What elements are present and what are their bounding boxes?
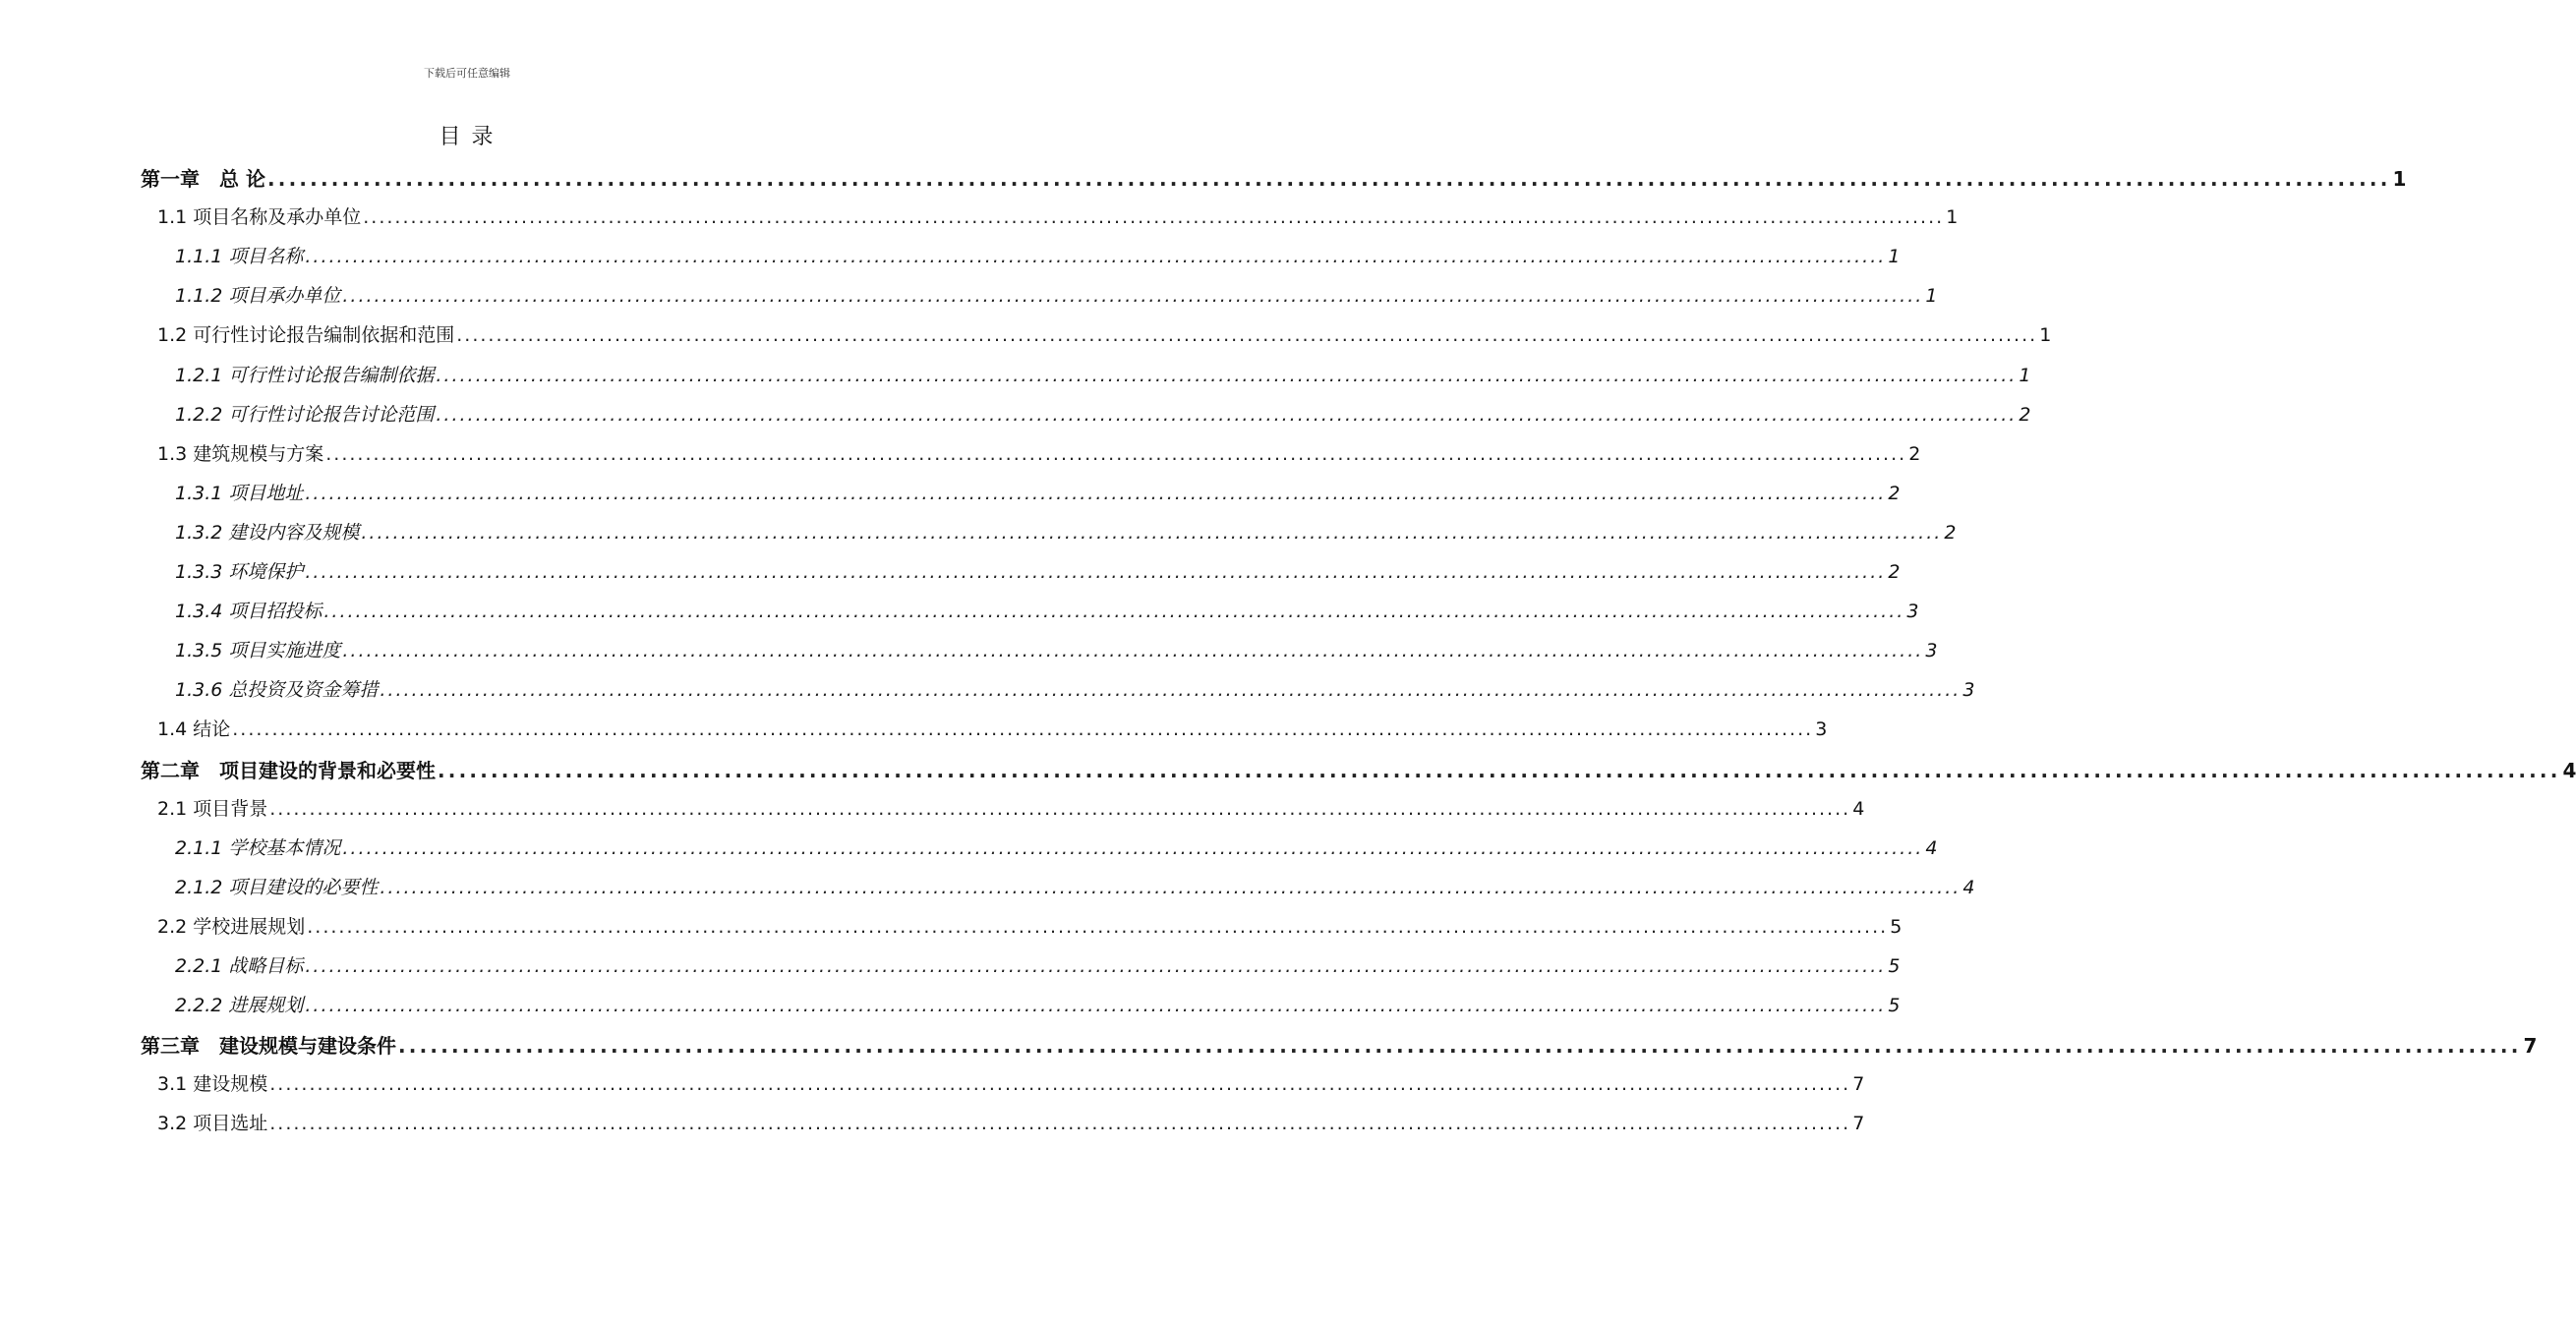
toc-dot-leader: ........................................................................................................................................................................................................ — [305, 246, 1887, 268]
toc-dot-leader: ........................................................................................................................................................................................................ — [398, 1034, 2522, 1059]
toc-dot-leader: ........................................................................................................................................................................................................ — [269, 797, 1851, 820]
toc-page-number: 1 — [2019, 364, 2031, 386]
toc-entry-title: 1.3.4 项目招投标 — [175, 601, 322, 623]
toc-entry-level-2[interactable] — [157, 439, 1921, 466]
toc-dot-leader: ........................................................................................................................................................................................................ — [269, 1073, 1851, 1096]
toc-entry-level-1[interactable] — [141, 163, 2407, 192]
toc-entry-level-3[interactable] — [175, 242, 1901, 268]
toc-entry-title: 1.3.3 环境保护 — [175, 561, 304, 583]
toc-page-number: 2 — [1944, 521, 1957, 544]
toc-page-number: 7 — [1852, 1113, 1865, 1135]
toc-page-number: 5 — [1890, 915, 1903, 938]
toc-entry-level-1[interactable] — [141, 1030, 2538, 1059]
toc-dot-leader: ........................................................................................................................................................................................................ — [325, 442, 1907, 465]
toc-page-number: 1 — [2039, 324, 2052, 347]
toc-entry-title: 1.2 可行性讨论报告编制依据和范围 — [157, 324, 455, 347]
toc-dot-leader: ........................................................................................................................................................................................................ — [436, 403, 2018, 426]
toc-page-number: 4 — [2562, 758, 2576, 782]
toc-page-number: 1 — [1888, 246, 1901, 268]
toc-entry-level-2[interactable] — [157, 912, 1903, 939]
toc-page-number: 4 — [1925, 836, 1938, 859]
toc-page-number: 2 — [1888, 561, 1901, 583]
toc-dot-leader: ........................................................................................................................................................................................................ — [323, 601, 1905, 623]
toc-entry-title: 2.2.1 战略目标 — [175, 955, 304, 977]
toc-entry-title: 1.3.1 项目地址 — [175, 482, 304, 504]
toc-page-number: 4 — [1962, 876, 1975, 898]
toc-dot-leader: ........................................................................................................................................................................................................ — [456, 324, 2038, 347]
toc-entry-level-2[interactable] — [157, 715, 1828, 741]
toc-entry-title: 1.1 项目名称及承办单位 — [157, 206, 362, 229]
toc-entry-title: 2.1.1 学校基本情况 — [175, 836, 341, 859]
toc-entry-title: 1.3 建筑规模与方案 — [157, 442, 324, 465]
toc-entry-title: 1.3.5 项目实施进度 — [175, 640, 341, 662]
toc-entry-level-3[interactable] — [175, 518, 1957, 545]
toc-entry-title: 1.1.1 项目名称 — [175, 246, 304, 268]
toc-entry-title: 第三章 建设规模与建设条件 — [141, 1034, 396, 1059]
toc-page-number: 1 — [1946, 206, 1959, 229]
toc-entry-level-3[interactable] — [175, 479, 1901, 505]
toc-dot-leader: ........................................................................................................................................................................................................ — [342, 640, 1924, 662]
toc-entry-level-2[interactable] — [157, 1109, 1865, 1135]
toc-entry-title: 1.2.1 可行性讨论报告编制依据 — [175, 364, 435, 386]
toc-page-number: 7 — [2523, 1034, 2538, 1059]
toc-page-number: 1 — [2392, 167, 2407, 191]
toc-entry-title: 1.3.6 总投资及资金筹措 — [175, 679, 379, 702]
toc-page-number: 2 — [2019, 403, 2031, 426]
toc-entry-level-3[interactable] — [175, 361, 2031, 387]
toc-entry-level-3[interactable] — [175, 636, 1938, 662]
toc-dot-leader: ........................................................................................................................................................................................................ — [363, 206, 1945, 229]
toc-entry-level-3[interactable] — [175, 833, 1938, 860]
toc-dot-leader: ........................................................................................................................................................................................................ — [438, 758, 2561, 782]
toc-entry-level-3[interactable] — [175, 597, 1919, 623]
toc-entry-level-1[interactable] — [141, 755, 2576, 783]
toc-page-number: 3 — [1906, 601, 1919, 623]
toc-entry-title: 2.2.2 进展规划 — [175, 995, 304, 1017]
toc-dot-leader: ........................................................................................................................................................................................................ — [380, 679, 1961, 702]
toc-page-number: 7 — [1852, 1073, 1865, 1096]
toc-page-number: 3 — [1815, 718, 1828, 741]
toc-entry-title: 2.1.2 项目建设的必要性 — [175, 876, 379, 898]
page-header-note: 下载后可任意编辑 — [424, 67, 510, 80]
toc-page-number: 1 — [1925, 285, 1938, 308]
toc-title: 目 录 — [439, 125, 496, 149]
toc-page-number: 2 — [1888, 482, 1901, 504]
toc-entry-title: 2.2 学校进展规划 — [157, 915, 306, 938]
toc-entry-title: 1.1.2 项目承办单位 — [175, 285, 341, 308]
toc-dot-leader: ........................................................................................................................................................................................................ — [305, 561, 1887, 583]
toc-dot-leader: ........................................................................................................................................................................................................ — [342, 285, 1924, 308]
toc-entry-title: 第二章 项目建设的背景和必要性 — [141, 758, 436, 782]
toc-page-number: 5 — [1888, 955, 1901, 977]
toc-entry-level-3[interactable] — [175, 873, 1975, 899]
toc-page-number: 4 — [1852, 797, 1865, 820]
toc-entry-title: 3.1 建设规模 — [157, 1073, 268, 1096]
toc-dot-leader: ........................................................................................................................................................................................................ — [305, 955, 1887, 977]
toc-entry-level-2[interactable] — [157, 1069, 1865, 1096]
toc-entry-level-2[interactable] — [157, 794, 1865, 821]
toc-dot-leader: ........................................................................................................................................................................................................ — [305, 482, 1887, 504]
toc-entry-level-3[interactable] — [175, 991, 1901, 1017]
toc-dot-leader: ........................................................................................................................................................................................................ — [269, 1113, 1851, 1135]
toc-dot-leader: ........................................................................................................................................................................................................ — [361, 521, 1943, 544]
toc-entry-level-3[interactable] — [175, 951, 1901, 978]
toc-entry-level-3[interactable] — [175, 281, 1938, 308]
toc-dot-leader: ........................................................................................................................................................................................................ — [232, 718, 1814, 741]
toc-page-number: 3 — [1962, 679, 1975, 702]
toc-entry-title: 1.3.2 建设内容及规模 — [175, 521, 360, 544]
toc-dot-leader: ........................................................................................................................................................................................................ — [266, 167, 2391, 191]
toc-dot-leader: ........................................................................................................................................................................................................ — [342, 836, 1924, 859]
toc-dot-leader: ........................................................................................................................................................................................................ — [305, 995, 1887, 1017]
toc-dot-leader: ........................................................................................................................................................................................................ — [380, 876, 1961, 898]
toc-entry-level-2[interactable] — [157, 202, 1959, 229]
toc-entry-level-2[interactable] — [157, 320, 2052, 347]
toc-entry-title: 第一章 总 论 — [141, 167, 265, 191]
toc-entry-level-3[interactable] — [175, 675, 1975, 702]
toc-dot-leader: ........................................................................................................................................................................................................ — [307, 915, 1889, 938]
toc-entry-title: 3.2 项目选址 — [157, 1113, 268, 1135]
toc-entry-level-3[interactable] — [175, 400, 2031, 427]
toc-entry-title: 1.2.2 可行性讨论报告讨论范围 — [175, 403, 435, 426]
toc-entry-title: 1.4 结论 — [157, 718, 231, 741]
toc-dot-leader: ........................................................................................................................................................................................................ — [436, 364, 2018, 386]
toc-page-number: 2 — [1908, 442, 1921, 465]
toc-entry-title: 2.1 项目背景 — [157, 797, 268, 820]
toc-page-number: 3 — [1925, 640, 1938, 662]
toc-page-number: 5 — [1888, 995, 1901, 1017]
toc-entry-level-3[interactable] — [175, 557, 1901, 584]
